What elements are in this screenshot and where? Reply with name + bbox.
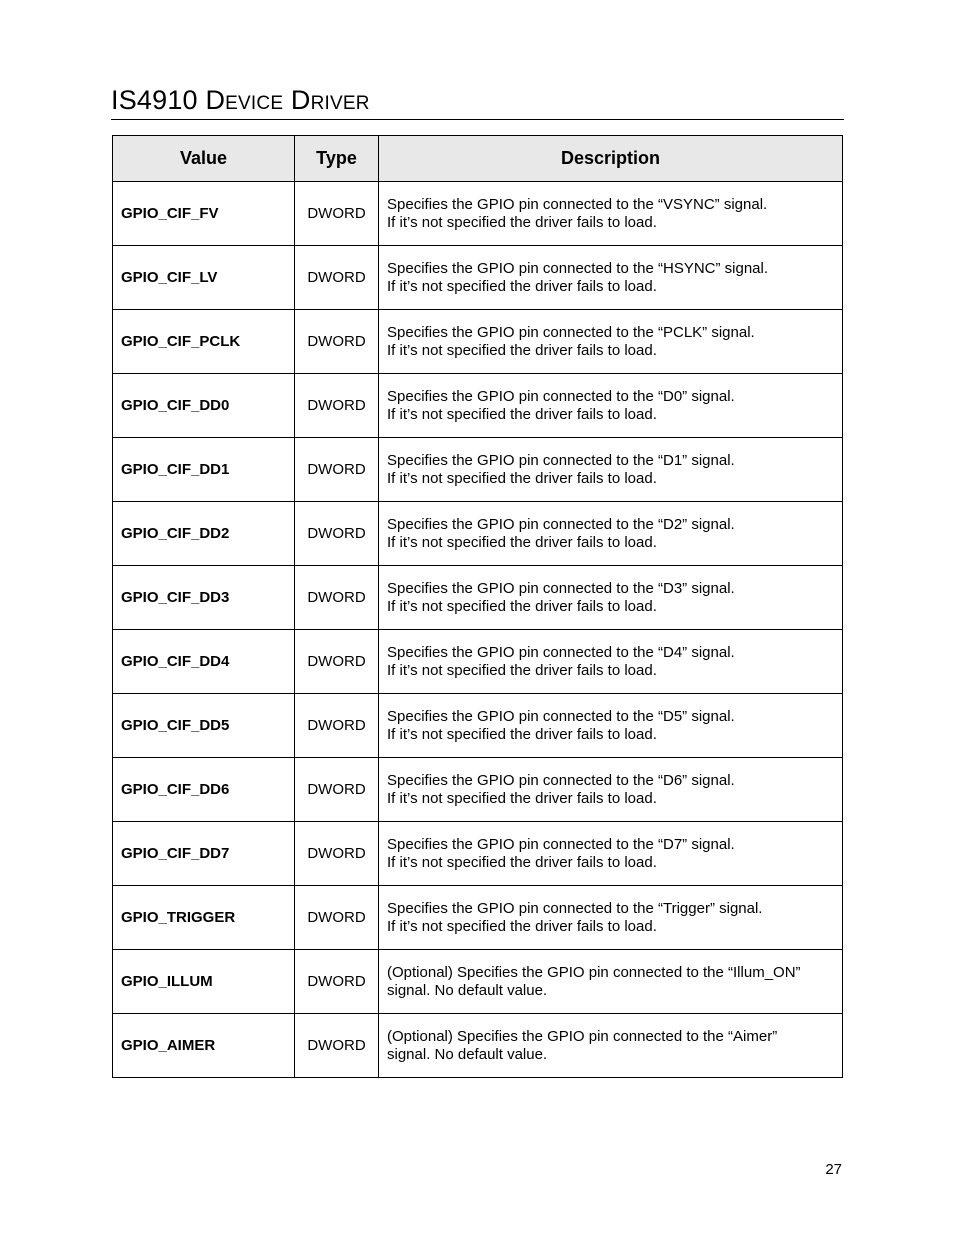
description-cell xyxy=(379,1014,843,1078)
type-cell: DWORD xyxy=(295,630,379,694)
description-line-1: Specifies the GPIO pin connected to the “D6” signal. xyxy=(387,771,735,789)
table-row xyxy=(113,758,843,822)
description-line-1: Specifies the GPIO pin connected to the “Trigger” signal. xyxy=(387,899,763,917)
type-cell: DWORD xyxy=(295,182,379,246)
table-row xyxy=(113,1014,843,1078)
type-cell: DWORD xyxy=(295,694,379,758)
value-cell: GPIO_CIF_DD7 xyxy=(113,822,295,886)
description-cell xyxy=(379,758,843,822)
value-cell: GPIO_TRIGGER xyxy=(113,886,295,950)
description-line-1: Specifies the GPIO pin connected to the “D7” signal. xyxy=(387,835,735,853)
description-cell xyxy=(379,822,843,886)
type-cell: DWORD xyxy=(295,1014,379,1078)
description-line-1: Specifies the GPIO pin connected to the “D5” signal. xyxy=(387,707,735,725)
description-line-1: Specifies the GPIO pin connected to the “D2” signal. xyxy=(387,515,735,533)
page-title: IS4910 Device Driver xyxy=(111,84,844,120)
value-cell: GPIO_CIF_DD1 xyxy=(113,438,295,502)
description-line-2: If it’s not specified the driver fails to load. xyxy=(387,661,657,679)
description-line-2: If it’s not specified the driver fails to load. xyxy=(387,341,657,359)
type-cell: DWORD xyxy=(295,438,379,502)
description-line-1: Specifies the GPIO pin connected to the “VSYNC” signal. xyxy=(387,195,768,213)
description-cell xyxy=(379,886,843,950)
description-line-2: If it’s not specified the driver fails to load. xyxy=(387,917,657,935)
description-line-1: (Optional) Specifies the GPIO pin connected to the “Illum_ON” xyxy=(387,963,801,981)
description-line-2: If it’s not specified the driver fails to load. xyxy=(387,469,657,487)
header-value: Value xyxy=(113,136,295,182)
value-cell: GPIO_CIF_DD6 xyxy=(113,758,295,822)
description-line-1: Specifies the GPIO pin connected to the “D1” signal. xyxy=(387,451,735,469)
description-line-2: If it’s not specified the driver fails to load. xyxy=(387,533,657,551)
type-cell: DWORD xyxy=(295,886,379,950)
table-row xyxy=(113,374,843,438)
type-cell: DWORD xyxy=(295,566,379,630)
table-row xyxy=(113,566,843,630)
description-line-2: If it’s not specified the driver fails to load. xyxy=(387,597,657,615)
table-row xyxy=(113,950,843,1014)
description-line-2: signal. No default value. xyxy=(387,1045,548,1063)
description-cell xyxy=(379,310,843,374)
table-row xyxy=(113,438,843,502)
description-line-1: Specifies the GPIO pin connected to the “D0” signal. xyxy=(387,387,735,405)
table-row xyxy=(113,822,843,886)
description-line-2: If it’s not specified the driver fails to load. xyxy=(387,725,657,743)
description-line-2: If it’s not specified the driver fails to load. xyxy=(387,213,657,231)
description-line-2: If it’s not specified the driver fails to load. xyxy=(387,277,657,295)
table-row xyxy=(113,694,843,758)
description-cell xyxy=(379,502,843,566)
type-cell: DWORD xyxy=(295,950,379,1014)
registry-values-table xyxy=(112,135,843,1078)
value-cell: GPIO_CIF_PCLK xyxy=(113,310,295,374)
description-line-2: If it’s not specified the driver fails to load. xyxy=(387,853,657,871)
value-cell: GPIO_CIF_DD3 xyxy=(113,566,295,630)
value-cell: GPIO_CIF_FV xyxy=(113,182,295,246)
description-line-2: If it’s not specified the driver fails to load. xyxy=(387,789,657,807)
value-cell: GPIO_ILLUM xyxy=(113,950,295,1014)
description-line-2: If it’s not specified the driver fails to load. xyxy=(387,405,657,423)
type-cell: DWORD xyxy=(295,374,379,438)
table-row xyxy=(113,246,843,310)
description-cell xyxy=(379,566,843,630)
value-cell: GPIO_CIF_DD5 xyxy=(113,694,295,758)
value-cell: GPIO_CIF_DD4 xyxy=(113,630,295,694)
value-cell: GPIO_CIF_DD0 xyxy=(113,374,295,438)
header-type: Type xyxy=(295,136,379,182)
table-row xyxy=(113,502,843,566)
page-number: 27 xyxy=(825,1161,842,1178)
type-cell: DWORD xyxy=(295,502,379,566)
table-row xyxy=(113,630,843,694)
description-cell xyxy=(379,630,843,694)
value-cell: GPIO_CIF_DD2 xyxy=(113,502,295,566)
value-cell: GPIO_AIMER xyxy=(113,1014,295,1078)
table-row xyxy=(113,886,843,950)
table-header-row xyxy=(113,136,843,182)
description-cell xyxy=(379,246,843,310)
description-cell xyxy=(379,374,843,438)
description-cell xyxy=(379,438,843,502)
type-cell: DWORD xyxy=(295,310,379,374)
type-cell: DWORD xyxy=(295,246,379,310)
table-row xyxy=(113,182,843,246)
description-line-1: Specifies the GPIO pin connected to the “PCLK” signal. xyxy=(387,323,755,341)
table-row xyxy=(113,310,843,374)
type-cell: DWORD xyxy=(295,822,379,886)
description-line-1: (Optional) Specifies the GPIO pin connected to the “Aimer” xyxy=(387,1027,778,1045)
type-cell: DWORD xyxy=(295,758,379,822)
value-cell: GPIO_CIF_LV xyxy=(113,246,295,310)
description-cell xyxy=(379,182,843,246)
description-line-2: signal. No default value. xyxy=(387,981,548,999)
description-line-1: Specifies the GPIO pin connected to the “D3” signal. xyxy=(387,579,735,597)
description-cell xyxy=(379,950,843,1014)
description-cell xyxy=(379,694,843,758)
header-description: Description xyxy=(379,136,843,182)
description-line-1: Specifies the GPIO pin connected to the “HSYNC” signal. xyxy=(387,259,769,277)
description-line-1: Specifies the GPIO pin connected to the “D4” signal. xyxy=(387,643,735,661)
